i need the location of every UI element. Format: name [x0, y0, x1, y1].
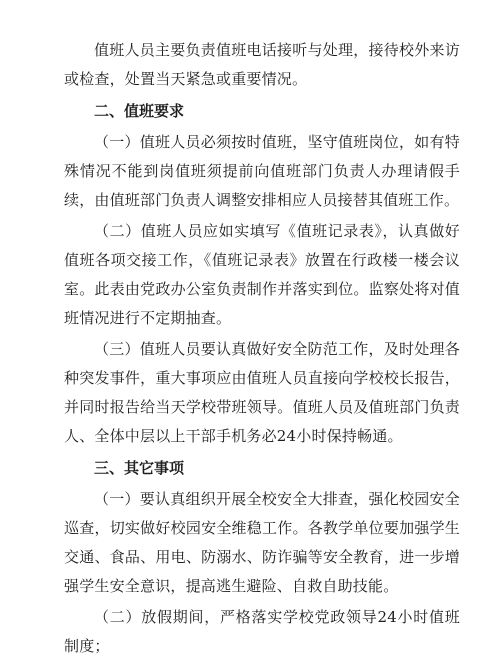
other-matters-paragraph-1: （一）要认真组织开展全校安全大排查，强化校园安全巡查，切实做好校园安全维稳工作。各教学单位要加强学生交通、食品、用电、防溺水、防诈骗等安全教育，进一步增强学生安全意识，提高逃生避险、自救自助技能。 — [64, 490, 460, 595]
section-heading-other-matters: 三、其它事项 — [94, 459, 185, 477]
requirement-paragraph-1: （一）值班人员必须按时值班，坚守值班岗位，如有特殊情况不能到岗值班须提前向值班部门负责人办理请假手续，由值班部门负责人调整安排相应人员接替其值班工作。 — [64, 133, 460, 209]
document-page — [64, 36, 460, 661]
duty-responsibility-paragraph: 值班人员主要负责值班电话接听与处理，接待校外来访或检查，处置当天紧急或重要情况。 — [64, 41, 460, 88]
other-matters-paragraph-2: （二）放假期间，严格落实学校党政领导24小时值班制度； — [64, 608, 460, 655]
requirement-paragraph-2: （二）值班人员应如实填写《值班记录表》，认真做好值班各项交接工作，《值班记录表》放置在行政楼一楼会议室。此表由党政办公室负责制作并落实到位。监察处将对值班情况进行不定期抽查。 — [64, 222, 460, 327]
section-heading-duty-requirements: 二、值班要求 — [94, 102, 185, 120]
requirement-paragraph-3: （三）值班人员要认真做好安全防范工作，及时处理各种突发事件，重大事项应由值班人员直接向学校校长报告，并同时报告给当天学校带班领导。值班人员及值班部门负责人、全体中层以上干部手机务必24小时保持畅通。 — [64, 340, 460, 445]
